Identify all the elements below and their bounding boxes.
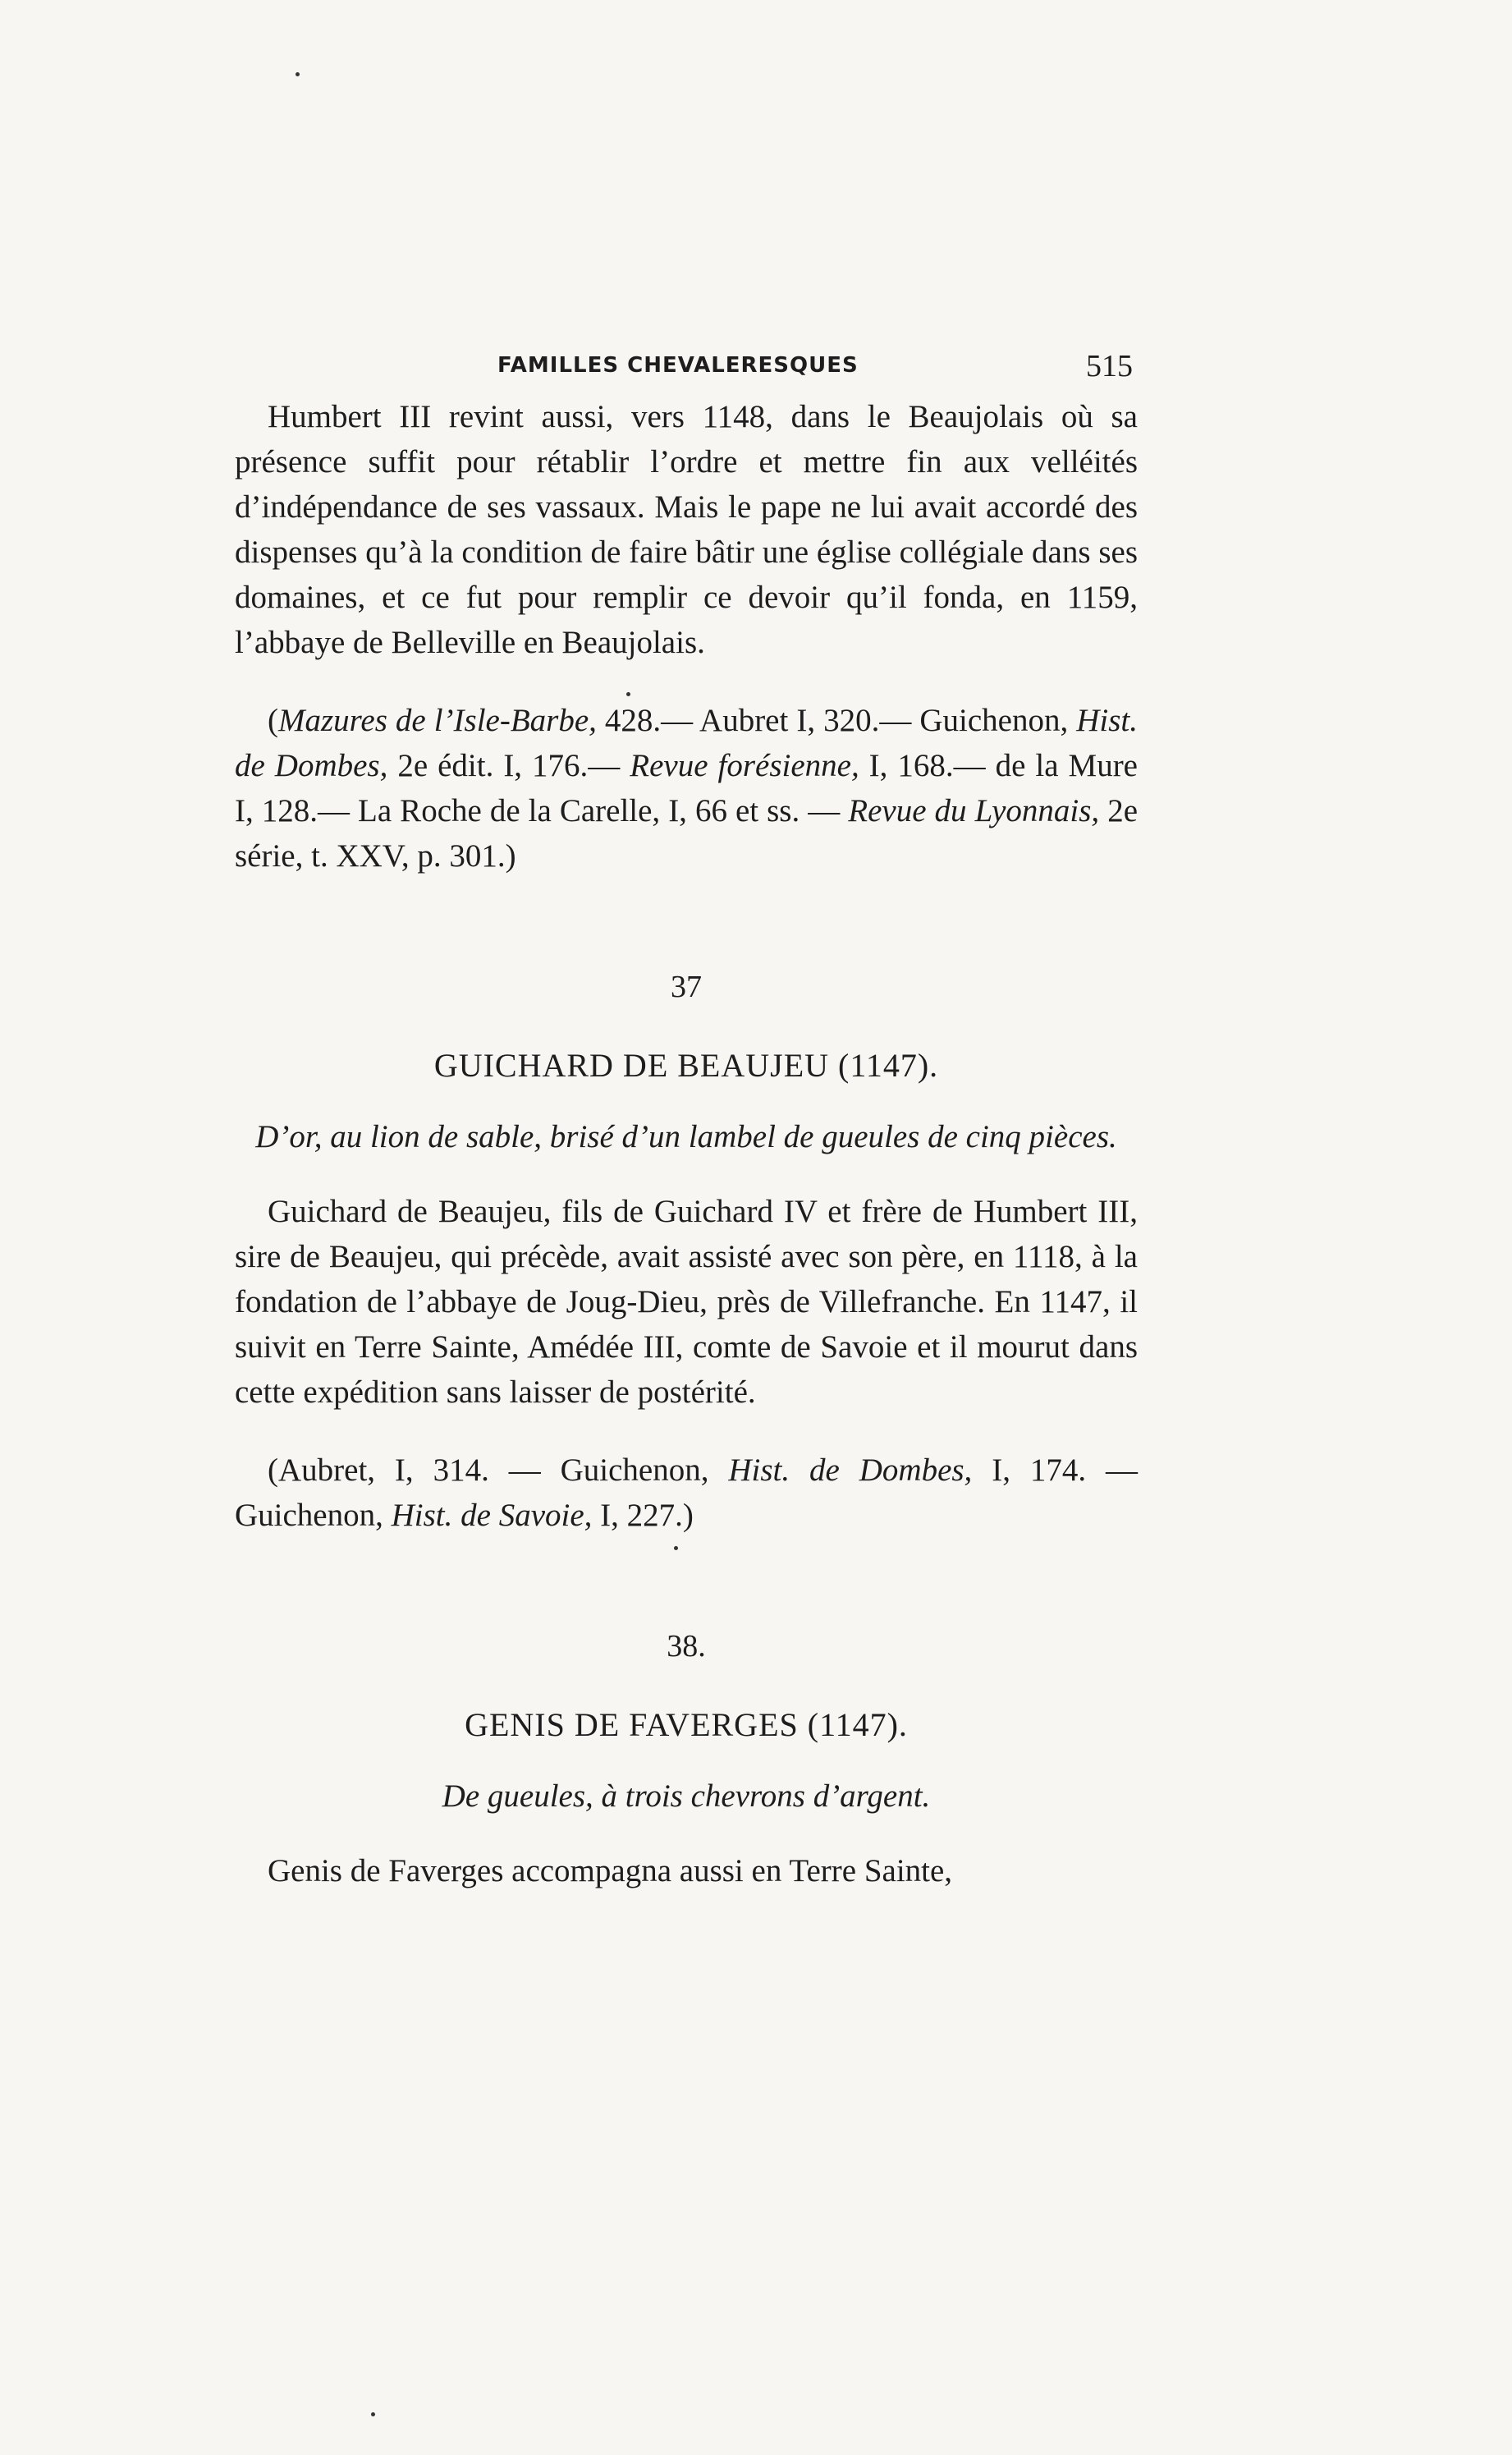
- ref-title: Hist. de Dombes,: [235, 703, 1138, 783]
- ref-text: (: [268, 703, 278, 738]
- arms-genis: De gueules, à trois chevrons d’argent.: [442, 1778, 931, 1814]
- ref-text: 2e édit. I, 176.—: [387, 748, 630, 783]
- paragraph-guichard: Guichard de Beaujeu, fils de Guichard IV et frère de Humbert III, sire de Beaujeu, qui précède, avait assisté avec son père, en 1118, à la fondation de l’abbaye de Joug-Dieu, près de Villefranche. En 1147, il suivit en Terre Sainte, Amédée III, comte de Savoie et il mourut dans cette expédition sans laisser de postérité.: [235, 1194, 1138, 1410]
- ref-title: Mazures de l’Isle-Barbe,: [278, 703, 597, 738]
- ref-title: Revue du Lyonnais,: [848, 793, 1100, 828]
- arms-guichard: D’or, au lion de sable, brisé d’un lambel de gueules de cinq pièces.: [255, 1119, 1117, 1154]
- book-page: [235, 345, 1138, 1893]
- ref-title: Hist. de Savoie,: [391, 1498, 593, 1533]
- page-number: 515: [1086, 349, 1133, 383]
- ref-text: I, 227.): [592, 1498, 694, 1533]
- speck-mark: [674, 1546, 678, 1550]
- ref-text: 428.— Aubret I, 320.— Guichenon,: [596, 703, 1077, 738]
- ref-title: Revue forésienne,: [630, 748, 859, 783]
- section-number-38: 38.: [667, 1629, 706, 1663]
- speck-mark: [626, 692, 630, 696]
- ref-text: (Aubret, I, 314. — Guichenon,: [268, 1452, 729, 1488]
- ref-title: Hist. de Dombes,: [728, 1452, 973, 1488]
- paragraph-humbert: Humbert III revint aussi, vers 1148, dans le Beaujolais où sa présence suffit pour rétablir l’ordre et mettre fin aux velléités d’indépendance de ses vassaux. Mais le pape ne lui avait accordé des dispenses qu’à la condition de faire bâtir une église collégiale dans ses domaines, et ce fut pour remplir ce devoir qu’il fonda, en 1159, l’abbaye de Belleville en Beaujolais.: [235, 399, 1138, 660]
- ref-text: I, 168.— de la Mure I, 128.— La Roche de la Carelle, I, 66 et ss. —: [235, 748, 1138, 828]
- section-title-genis: GENIS DE FAVERGES (1147).: [465, 1706, 908, 1743]
- ref-text: 2e série, t. XXV, p. 301.): [235, 793, 1139, 874]
- paragraph-genis: Genis de Faverges accompagna aussi en Terre Sainte,: [268, 1853, 953, 1888]
- section-title-guichard: GUICHARD DE BEAUJEU (1147).: [433, 1047, 939, 1084]
- ref-text: I, 174. — Guichenon,: [235, 1452, 1138, 1533]
- speck-mark: [371, 2412, 375, 2416]
- speck-mark: [296, 72, 300, 76]
- page-header: [235, 345, 1138, 394]
- section-number-37: 37: [671, 970, 702, 1004]
- reference-humbert: [235, 698, 1138, 879]
- reference-guichard: [235, 1448, 1138, 1538]
- running-title: FAMILLES CHEVALERESQUES: [497, 353, 859, 378]
